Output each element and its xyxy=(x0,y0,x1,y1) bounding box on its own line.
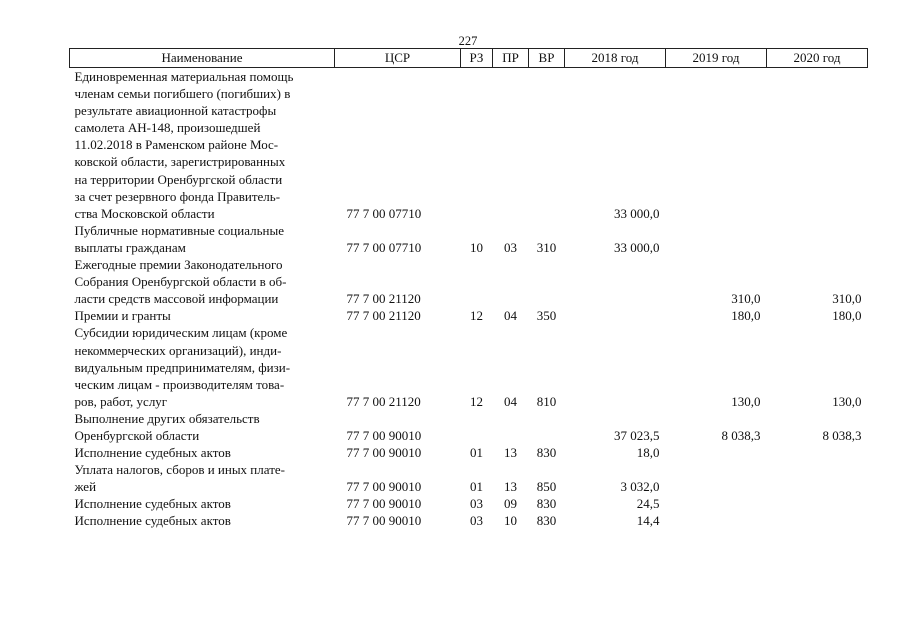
row-rz xyxy=(461,68,493,222)
row-rz: 01 xyxy=(470,479,483,495)
row-2019-value: 130,0 xyxy=(731,393,761,409)
row-2020-value xyxy=(767,222,868,256)
row-pr xyxy=(493,256,529,307)
row-name-line: членам семьи погибшего (погибших) в xyxy=(74,86,291,102)
row-2020-value: 130,0 xyxy=(832,393,862,409)
row-csr: 77 7 00 90010 xyxy=(346,445,422,461)
row-vr: 830 xyxy=(536,445,557,461)
row-pr: 13 xyxy=(504,445,517,461)
page-number: 227 xyxy=(458,34,478,48)
row-2018-value: 37 023,5 xyxy=(614,427,660,443)
row-name xyxy=(70,495,335,512)
row-name-line: самолета АН-148, произошедшей xyxy=(74,120,261,136)
row-vr xyxy=(529,256,565,307)
row-name-line: ров, работ, услуг xyxy=(74,393,168,409)
row-name-line: Единовременная материальная помощь xyxy=(74,69,294,84)
row-name-line: ческим лицам - производителям това- xyxy=(74,376,285,392)
row-csr: 77 7 00 90010 xyxy=(346,513,422,529)
row-name-line: 11.02.2018 в Раменском районе Мос- xyxy=(74,137,279,153)
row-name xyxy=(70,256,335,307)
row-2020-value xyxy=(767,512,868,529)
row-rz xyxy=(461,256,493,307)
row-rz: 03 xyxy=(470,513,483,529)
row-name-line: ковской области, зарегистрированных xyxy=(74,154,286,170)
row-rz: 12 xyxy=(470,393,483,409)
row-2018-value: 14,4 xyxy=(636,513,660,529)
row-name-line: Субсидии юридическим лицам (кроме xyxy=(74,325,288,341)
row-name xyxy=(70,324,335,409)
row-2019-value: 8 038,3 xyxy=(721,427,761,443)
row-name-line: Оренбургской области xyxy=(74,427,200,443)
row-2018-value: 33 000,0 xyxy=(614,239,660,255)
table-row xyxy=(70,307,868,324)
row-2019-value xyxy=(666,68,767,222)
row-2020-value xyxy=(767,444,868,461)
row-name xyxy=(70,444,335,461)
row-rz: 03 xyxy=(470,496,483,512)
row-2018-value xyxy=(565,307,666,324)
row-name-line: результате авиационной катастрофы xyxy=(74,103,277,119)
row-2020-value: 8 038,3 xyxy=(822,427,862,443)
row-name xyxy=(70,222,335,256)
row-2020-value: 310,0 xyxy=(832,291,862,307)
row-pr: 04 xyxy=(504,393,517,409)
row-rz: 01 xyxy=(470,445,483,461)
row-csr: 77 7 00 21120 xyxy=(346,393,421,409)
row-vr xyxy=(529,68,565,222)
row-2020-value xyxy=(767,68,868,222)
header-pr: ПР xyxy=(493,49,529,68)
table-row xyxy=(70,256,868,307)
header-2019: 2019 год xyxy=(666,49,767,68)
row-pr: 04 xyxy=(504,308,517,324)
table-row xyxy=(70,324,868,409)
row-pr: 09 xyxy=(504,496,517,512)
row-pr xyxy=(493,68,529,222)
table-body xyxy=(70,68,868,530)
row-name xyxy=(70,68,335,222)
budget-table xyxy=(69,48,868,530)
row-vr: 310 xyxy=(536,239,557,255)
row-csr: 77 7 00 90010 xyxy=(346,496,422,512)
row-2020-value: 180,0 xyxy=(832,308,862,324)
row-name-line: Исполнение судебных актов xyxy=(74,445,231,461)
row-2020-value xyxy=(767,461,868,495)
row-pr xyxy=(493,410,529,444)
row-csr: 77 7 00 21120 xyxy=(346,308,421,324)
row-vr: 830 xyxy=(536,496,557,512)
row-name xyxy=(70,307,335,324)
row-name-line: некоммерческих организаций), инди- xyxy=(74,342,282,358)
row-name-line: Уплата налогов, сборов и иных плате- xyxy=(74,462,285,478)
row-2018-value xyxy=(565,256,666,307)
row-name-line: ласти средств массовой информации xyxy=(74,291,279,307)
row-rz: 10 xyxy=(470,239,483,255)
row-rz xyxy=(461,410,493,444)
header-2018: 2018 год xyxy=(565,49,666,68)
row-csr: 77 7 00 07710 xyxy=(346,205,422,221)
row-name-line: Исполнение судебных актов xyxy=(74,496,231,512)
table-row xyxy=(70,461,868,495)
row-name-line: ства Московской области xyxy=(74,205,215,221)
row-vr: 850 xyxy=(536,479,557,495)
row-2018-value: 18,0 xyxy=(636,445,660,461)
row-vr: 350 xyxy=(536,308,557,324)
table-header xyxy=(70,49,868,68)
row-2019-value xyxy=(666,461,767,495)
table-row xyxy=(70,68,868,222)
row-2020-value xyxy=(767,495,868,512)
row-name-line: на территории Оренбургской области xyxy=(74,171,283,187)
table-row xyxy=(70,512,868,529)
header-rz: РЗ xyxy=(461,49,493,68)
row-name-line: за счет резервного фонда Правитель- xyxy=(74,188,281,204)
header-name: Наименование xyxy=(70,49,335,68)
row-name-line: Ежегодные премии Законодательного xyxy=(74,257,283,273)
row-2018-value: 3 032,0 xyxy=(620,479,660,495)
row-name-line: видуальным предпринимателям, физи- xyxy=(74,359,291,375)
table-row xyxy=(70,495,868,512)
row-name-line: Выполнение других обязательств xyxy=(74,410,260,426)
row-pr: 03 xyxy=(504,239,517,255)
row-name-line: Собрания Оренбургской области в об- xyxy=(74,274,287,290)
row-name xyxy=(70,512,335,529)
row-csr: 77 7 00 07710 xyxy=(346,239,422,255)
row-name-line: выплаты гражданам xyxy=(74,239,186,255)
row-2019-value: 310,0 xyxy=(731,291,761,307)
header-csr: ЦСР xyxy=(335,49,461,68)
row-2018-value xyxy=(565,324,666,409)
row-2019-value xyxy=(666,512,767,529)
row-name-line: Публичные нормативные социальные xyxy=(74,222,284,238)
row-name-line: жей xyxy=(74,479,97,495)
row-csr: 77 7 00 21120 xyxy=(346,291,421,307)
row-vr: 810 xyxy=(536,393,557,409)
table-row xyxy=(70,222,868,256)
row-2018-value: 24,5 xyxy=(636,496,660,512)
row-name xyxy=(70,410,335,444)
row-name-line: Премии и гранты xyxy=(74,308,171,324)
row-2019-value xyxy=(666,495,767,512)
row-name-line: Исполнение судебных актов xyxy=(74,513,231,529)
row-vr xyxy=(529,410,565,444)
row-csr: 77 7 00 90010 xyxy=(346,479,422,495)
row-2019-value: 180,0 xyxy=(731,308,761,324)
row-name xyxy=(70,461,335,495)
row-vr: 830 xyxy=(536,513,557,529)
table-row xyxy=(70,410,868,444)
row-2018-value: 33 000,0 xyxy=(614,205,660,221)
table-row xyxy=(70,444,868,461)
row-rz: 12 xyxy=(470,308,483,324)
row-2019-value xyxy=(666,444,767,461)
row-pr: 13 xyxy=(504,479,517,495)
header-vr: ВР xyxy=(529,49,565,68)
row-pr: 10 xyxy=(504,513,517,529)
row-2019-value xyxy=(666,222,767,256)
header-2020: 2020 год xyxy=(767,49,868,68)
row-csr: 77 7 00 90010 xyxy=(346,427,422,443)
